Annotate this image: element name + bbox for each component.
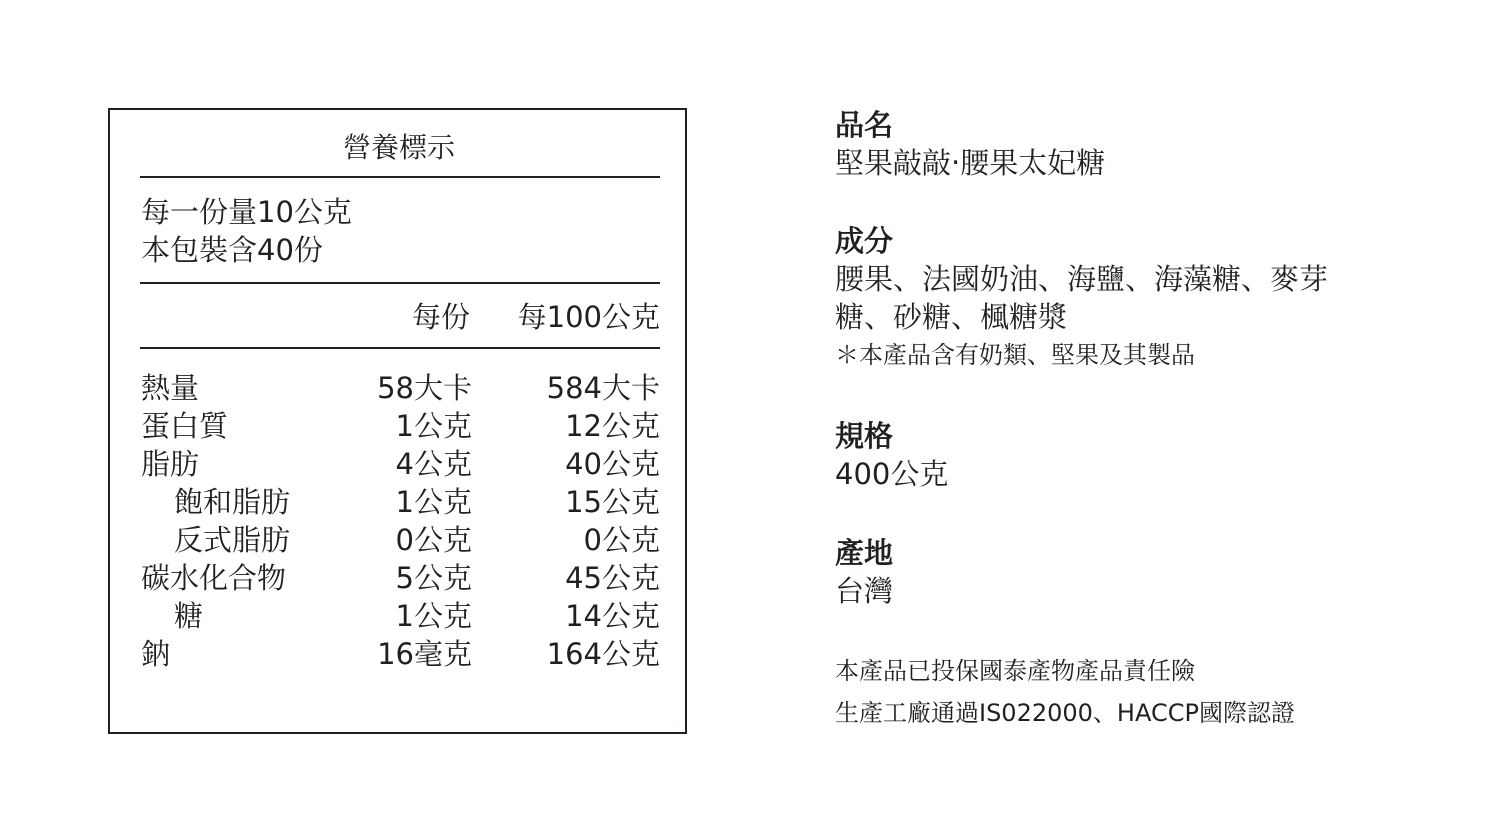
nutrient-per-serving: 1公克 xyxy=(395,485,472,519)
nutrient-row xyxy=(140,559,660,597)
nutrition-facts-panel xyxy=(108,108,687,734)
ingredients-section xyxy=(835,222,1328,374)
nutrient-name: 飽和脂肪 xyxy=(174,485,291,519)
nutrient-per-serving: 1公克 xyxy=(395,409,472,443)
ingredients-heading: 成分 xyxy=(835,224,894,258)
certification-note: 生產工廠通過IS022000、HACCP國際認證 xyxy=(835,699,1295,727)
product-name-value: 堅果敲敲‧腰果太妃糖 xyxy=(835,146,1106,180)
insurance-note: 本產品已投保國泰產物產品責任險 xyxy=(835,657,1195,685)
nutrient-per-serving: 0公克 xyxy=(395,523,472,557)
ingredients-line: 腰果、法國奶油、海鹽、海藻糖、麥芽 xyxy=(835,262,1329,296)
product-name-section xyxy=(835,106,1105,182)
nutrient-per-100g: 14公克 xyxy=(565,599,660,633)
certification-section xyxy=(835,650,1295,734)
column-header-per-serving: 每份 xyxy=(411,300,470,334)
nutrient-row xyxy=(140,369,660,407)
spec-heading: 規格 xyxy=(835,419,894,453)
nutrient-name: 糖 xyxy=(174,599,204,633)
origin-section xyxy=(835,534,893,610)
nutrient-per-serving: 4公克 xyxy=(395,447,472,481)
nutrient-per-100g: 40公克 xyxy=(565,447,660,481)
nutrient-name: 碳水化合物 xyxy=(141,561,287,595)
nutrient-per-100g: 164公克 xyxy=(546,637,660,671)
nutrient-per-100g: 45公克 xyxy=(565,561,660,595)
nutrient-per-100g: 12公克 xyxy=(565,409,660,443)
nutrient-name: 脂肪 xyxy=(141,447,200,481)
nutrient-per-100g: 584大卡 xyxy=(546,371,660,405)
nutrient-name: 熱量 xyxy=(141,371,200,405)
ingredients-line: 糖、砂糖、楓糖漿 xyxy=(835,300,1068,334)
nutrient-per-100g: 15公克 xyxy=(565,485,660,519)
divider xyxy=(140,347,660,349)
nutrient-row xyxy=(140,407,660,445)
nutrient-row xyxy=(140,483,660,521)
nutrient-per-serving: 16毫克 xyxy=(377,637,472,671)
nutrient-row xyxy=(140,635,660,673)
nutrient-row xyxy=(140,521,660,559)
nutrient-per-serving: 1公克 xyxy=(395,599,472,633)
nutrient-per-100g: 0公克 xyxy=(583,523,660,557)
nutrient-name: 蛋白質 xyxy=(141,409,229,443)
nutrient-row xyxy=(140,597,660,635)
origin-heading: 產地 xyxy=(835,536,894,570)
spec-section xyxy=(835,417,948,493)
origin-value: 台灣 xyxy=(835,574,894,608)
product-name-heading: 品名 xyxy=(835,108,894,142)
nutrient-name: 反式脂肪 xyxy=(174,523,291,557)
nutrient-per-serving: 58大卡 xyxy=(377,371,472,405)
nutrient-per-serving: 5公克 xyxy=(395,561,472,595)
serving-size: 每一份量10公克 xyxy=(141,195,352,229)
spec-value: 400公克 xyxy=(835,457,949,491)
divider xyxy=(140,282,660,284)
nutrition-title: 營養標示 xyxy=(342,131,455,164)
divider xyxy=(140,176,660,178)
column-header-per-100g: 每100公克 xyxy=(517,300,660,334)
nutrient-name: 鈉 xyxy=(141,637,171,671)
servings-per-package: 本包裝含40份 xyxy=(141,233,323,267)
nutrient-row xyxy=(140,445,660,483)
allergen-note: ＊本產品含有奶類、堅果及其製品 xyxy=(835,341,1195,369)
